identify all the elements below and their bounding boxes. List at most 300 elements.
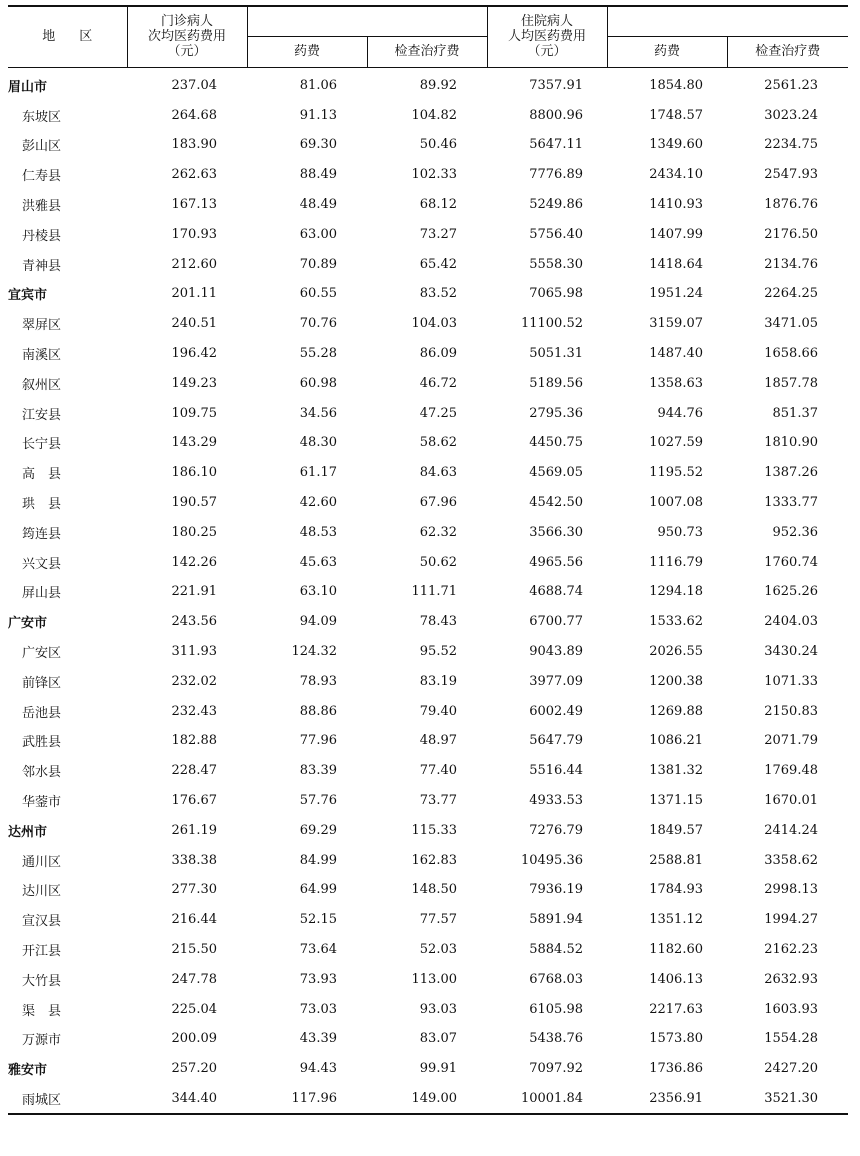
- inpatient-drug-cell: 1086.21: [649, 733, 703, 749]
- outpatient-exam-cell: 50.46: [419, 137, 457, 153]
- outpatient-exam-cell: 58.62: [419, 435, 457, 451]
- district-name: 兴文县: [22, 556, 62, 572]
- region-name-cell: [8, 786, 127, 816]
- inpatient-exam-cell: 1625.26: [764, 584, 818, 600]
- inpatient-exam-cell: 1769.48: [764, 763, 818, 779]
- region-name-cell: [8, 160, 127, 190]
- inpatient-cost-cell: 3566.30: [529, 524, 583, 540]
- outpatient-drug-cell: 73.64: [299, 942, 337, 957]
- outpatient-cost-cell: 215.50: [171, 942, 217, 957]
- outpatient-drug-cell: 70.89: [299, 256, 337, 272]
- outpatient-drug-cell: 63.10: [299, 584, 337, 600]
- inpatient-drug-cell: 1748.57: [649, 107, 703, 123]
- district-row: [8, 964, 848, 994]
- district-row: [8, 339, 848, 369]
- inpatient-exam-cell: 2176.50: [764, 226, 818, 242]
- inpatient-cost-cell: 7276.79: [529, 822, 583, 838]
- region-name-cell: [8, 458, 127, 488]
- outpatient-drug-cell: 34.56: [299, 405, 337, 421]
- table-header: [8, 6, 848, 67]
- table-body: [8, 67, 848, 1114]
- region-name-cell: [8, 190, 127, 220]
- inpatient-drug-cell: 1849.57: [649, 822, 703, 838]
- outpatient-drug-cell: 73.93: [299, 971, 337, 987]
- city-row: [8, 607, 848, 637]
- district-row: [8, 517, 848, 547]
- outpatient-exam-cell: 93.03: [419, 1001, 457, 1017]
- outpatient-drug-cell: 124.32: [291, 644, 337, 660]
- outpatient-exam-cell: 73.77: [419, 793, 457, 809]
- region-name-cell: [8, 815, 127, 845]
- outpatient-exam-cell: 84.63: [419, 465, 457, 481]
- inpatient-exam-cell: 3023.24: [764, 107, 818, 123]
- outpatient-exam-cell: 83.52: [419, 286, 457, 302]
- outpatient-drug-cell: 60.55: [299, 286, 337, 302]
- region-name-cell: [8, 368, 127, 398]
- outpatient-exam-cell: 115.33: [411, 822, 457, 838]
- inpatient-exam-cell: 2264.25: [764, 286, 818, 302]
- region-name-cell: [8, 398, 127, 428]
- outpatient-breakdown-group: [247, 6, 487, 36]
- outpatient-cost-cell: 176.67: [171, 793, 217, 809]
- district-row: [8, 875, 848, 905]
- district-name: 青神县: [22, 258, 62, 274]
- outpatient-cost-cell: 257.20: [171, 1061, 217, 1077]
- outpatient-cost-cell: 109.75: [171, 405, 217, 421]
- inpatient-exam-cell: 1554.28: [764, 1031, 818, 1047]
- district-row: [8, 368, 848, 398]
- outpatient-drug-cell: 88.49: [299, 167, 337, 183]
- outpatient-exam-cell: 52.03: [419, 942, 457, 957]
- inpatient-cost-cell: 11100.52: [520, 316, 583, 332]
- inpatient-exam-cell: 2150.83: [764, 703, 818, 719]
- region-name-cell: [8, 1084, 127, 1115]
- outpatient-drug-cell: 91.13: [299, 107, 337, 123]
- inpatient-cost-cell: 4542.50: [529, 495, 583, 511]
- outpatient-drug-cell: 60.98: [299, 375, 337, 391]
- outpatient-drug-cell: 55.28: [299, 346, 337, 362]
- district-row: [8, 1024, 848, 1054]
- inpatient-drug-cell: 1007.08: [649, 495, 703, 511]
- district-row: [8, 547, 848, 577]
- inpatient-exam-cell: 1071.33: [764, 673, 818, 689]
- outpatient-drug-cell: 73.03: [299, 1001, 337, 1017]
- outpatient-exam-cell: 73.27: [419, 226, 457, 242]
- district-row: [8, 726, 848, 756]
- inpatient-drug-cell: 1349.60: [649, 137, 703, 153]
- outpatient-drug-cell: 70.76: [299, 316, 337, 332]
- district-name: 叙州区: [22, 377, 62, 393]
- outpatient-exam-cell: 102.33: [411, 167, 457, 183]
- inpatient-drug-cell: 1418.64: [649, 256, 703, 272]
- inpatient-drug-cell: 1410.93: [649, 197, 703, 213]
- outpatient-exam-cell: 104.03: [411, 316, 457, 332]
- district-name: 丹棱县: [22, 228, 62, 244]
- outpatient-header-line2: 次均医药费用: [147, 29, 226, 45]
- inpatient-drug-cell: 1854.80: [649, 77, 703, 93]
- outpatient-exam-cell: 79.40: [419, 703, 457, 719]
- inpatient-exam-cell: 2134.76: [764, 256, 818, 272]
- outpatient-drug-cell: 63.00: [299, 226, 337, 242]
- inpatient-drug-header: 药费: [607, 36, 727, 67]
- outpatient-exam-cell: 99.91: [419, 1061, 457, 1077]
- inpatient-exam-cell: 2561.23: [764, 77, 818, 93]
- outpatient-drug-cell: 45.63: [299, 554, 337, 570]
- outpatient-cost-cell: 182.88: [171, 733, 217, 749]
- district-name: 珙 县: [22, 497, 62, 513]
- region-name-cell: [8, 249, 127, 279]
- inpatient-cost-cell: 4688.74: [529, 584, 583, 600]
- outpatient-exam-cell: 162.83: [411, 852, 457, 868]
- inpatient-exam-cell: 1603.93: [764, 1001, 818, 1017]
- outpatient-drug-cell: 48.49: [299, 197, 337, 213]
- region-name-cell: [8, 577, 127, 607]
- region-name-cell: [8, 696, 127, 726]
- district-row: [8, 637, 848, 667]
- district-row: [8, 190, 848, 220]
- district-name: 高 县: [22, 467, 62, 483]
- region-name-cell: [8, 994, 127, 1024]
- outpatient-cost-cell: 228.47: [171, 763, 217, 779]
- inpatient-cost-cell: 4569.05: [529, 465, 583, 481]
- inpatient-cost-cell: 5756.40: [529, 226, 583, 242]
- outpatient-drug-cell: 69.29: [299, 822, 337, 838]
- outpatient-exam-cell: 68.12: [419, 197, 457, 213]
- inpatient-drug-cell: 950.73: [657, 524, 703, 540]
- inpatient-exam-cell: 2632.93: [764, 971, 818, 987]
- outpatient-exam-cell: 77.57: [419, 912, 457, 928]
- district-row: [8, 398, 848, 428]
- inpatient-cost-cell: 5249.86: [529, 197, 583, 213]
- district-row: [8, 905, 848, 935]
- region-name-cell: [8, 1054, 127, 1084]
- district-name: 开江县: [22, 944, 62, 959]
- inpatient-exam-cell: 2404.03: [764, 614, 818, 630]
- region-name-cell: [8, 875, 127, 905]
- inpatient-cost-header: [487, 6, 607, 67]
- inpatient-breakdown-group: [607, 6, 848, 36]
- city-name: 眉山市: [8, 79, 48, 95]
- region-name-cell: [8, 219, 127, 249]
- region-name-cell: [8, 905, 127, 935]
- outpatient-drug-cell: 77.96: [299, 733, 337, 749]
- district-row: [8, 458, 848, 488]
- city-row: [8, 279, 848, 309]
- region-name-cell: [8, 845, 127, 875]
- outpatient-cost-cell: 183.90: [171, 137, 217, 153]
- outpatient-cost-cell: 262.63: [171, 167, 217, 183]
- district-row: [8, 994, 848, 1024]
- outpatient-cost-cell: 311.93: [171, 644, 217, 660]
- district-name: 长宁县: [22, 437, 62, 453]
- outpatient-cost-cell: 200.09: [171, 1031, 217, 1047]
- outpatient-drug-cell: 69.30: [299, 137, 337, 153]
- outpatient-cost-cell: 243.56: [171, 614, 217, 630]
- inpatient-cost-cell: 6105.98: [529, 1001, 583, 1017]
- inpatient-cost-cell: 7357.91: [529, 77, 583, 93]
- outpatient-cost-cell: 247.78: [171, 971, 217, 987]
- region-name-cell: [8, 428, 127, 458]
- inpatient-exam-cell: 1810.90: [764, 435, 818, 451]
- medical-cost-table-page: [8, 5, 848, 1115]
- outpatient-cost-cell: 261.19: [171, 822, 217, 838]
- inpatient-drug-cell: 1951.24: [649, 286, 703, 302]
- inpatient-cost-cell: 5189.56: [529, 375, 583, 391]
- district-name: 前锋区: [22, 675, 62, 691]
- inpatient-exam-cell: 2234.75: [764, 137, 818, 153]
- district-name: 广安区: [22, 646, 62, 662]
- inpatient-exam-cell: 3430.24: [764, 644, 818, 660]
- outpatient-cost-header: [127, 6, 247, 67]
- inpatient-drug-cell: 1195.52: [649, 465, 703, 481]
- inpatient-cost-cell: 7097.92: [529, 1061, 583, 1077]
- outpatient-exam-cell: 67.96: [419, 495, 457, 511]
- inpatient-exam-cell: 2547.93: [764, 167, 818, 183]
- region-name-cell: [8, 756, 127, 786]
- district-row: [8, 577, 848, 607]
- region-name-cell: [8, 637, 127, 667]
- inpatient-drug-cell: 3159.07: [649, 316, 703, 332]
- inpatient-cost-cell: 5558.30: [529, 256, 583, 272]
- district-row: [8, 935, 848, 965]
- district-row: [8, 130, 848, 160]
- outpatient-drug-cell: 61.17: [299, 465, 337, 481]
- region-name-cell: [8, 666, 127, 696]
- inpatient-exam-header: 检查治疗费: [727, 36, 848, 67]
- city-row: [8, 1054, 848, 1084]
- district-row: [8, 845, 848, 875]
- district-name: 屏山县: [22, 586, 62, 602]
- outpatient-exam-cell: 83.19: [419, 673, 457, 689]
- district-row: [8, 100, 848, 130]
- inpatient-cost-cell: 8800.96: [529, 107, 583, 123]
- region-name-cell: [8, 517, 127, 547]
- inpatient-exam-cell: 1994.27: [764, 912, 818, 928]
- outpatient-cost-cell: 277.30: [171, 882, 217, 898]
- outpatient-header-line3: （元）: [167, 44, 207, 60]
- city-row: [8, 815, 848, 845]
- region-name-cell: [8, 279, 127, 309]
- district-name: 彭山区: [22, 139, 62, 155]
- inpatient-cost-cell: 5051.31: [529, 346, 583, 362]
- inpatient-exam-cell: 1857.78: [764, 375, 818, 391]
- district-name: 东坡区: [22, 109, 62, 125]
- outpatient-cost-cell: 240.51: [171, 316, 217, 332]
- inpatient-exam-cell: 2414.24: [764, 822, 818, 838]
- inpatient-drug-cell: 2217.63: [649, 1001, 703, 1017]
- inpatient-drug-cell: 2588.81: [649, 852, 703, 868]
- district-name: 万源市: [22, 1033, 62, 1049]
- inpatient-exam-cell: 2162.23: [764, 942, 818, 957]
- inpatient-exam-cell: 2071.79: [764, 733, 818, 749]
- outpatient-cost-cell: 237.04: [171, 77, 217, 93]
- outpatient-header-line1: 门诊病人: [160, 14, 213, 30]
- inpatient-header-line3: （元）: [527, 44, 567, 60]
- outpatient-drug-cell: 42.60: [299, 495, 337, 511]
- inpatient-drug-cell: 1027.59: [649, 435, 703, 451]
- inpatient-drug-cell: 2356.91: [607, 1084, 727, 1115]
- inpatient-cost-cell: 7776.89: [529, 167, 583, 183]
- district-name: 雨城区: [22, 1092, 62, 1108]
- outpatient-exam-cell: 78.43: [419, 614, 457, 630]
- inpatient-cost-cell: 5647.11: [529, 137, 583, 153]
- outpatient-drug-cell: 43.39: [299, 1031, 337, 1047]
- outpatient-drug-cell: 52.15: [299, 912, 337, 928]
- outpatient-drug-cell: 83.39: [299, 763, 337, 779]
- outpatient-drug-cell: 78.93: [299, 673, 337, 689]
- district-row: [8, 756, 848, 786]
- outpatient-cost-cell: 196.42: [171, 346, 217, 362]
- outpatient-exam-cell: 149.00: [367, 1084, 487, 1115]
- district-row: [8, 696, 848, 726]
- outpatient-cost-cell: 180.25: [171, 524, 217, 540]
- outpatient-exam-cell: 83.07: [419, 1031, 457, 1047]
- district-name: 筠连县: [22, 526, 62, 542]
- outpatient-cost-cell: 212.60: [171, 256, 217, 272]
- inpatient-exam-cell: 1670.01: [764, 793, 818, 809]
- outpatient-drug-cell: 84.99: [299, 852, 337, 868]
- outpatient-exam-cell: 65.42: [419, 256, 457, 272]
- district-row: [8, 219, 848, 249]
- outpatient-cost-cell: 216.44: [171, 912, 217, 928]
- inpatient-exam-cell: 3471.05: [764, 316, 818, 332]
- inpatient-drug-cell: 1116.79: [649, 554, 703, 570]
- region-name-cell: [8, 339, 127, 369]
- inpatient-cost-cell: 7065.98: [529, 286, 583, 302]
- outpatient-exam-cell: 86.09: [419, 346, 457, 362]
- inpatient-cost-cell: 5647.79: [529, 733, 583, 749]
- inpatient-drug-cell: 1487.40: [649, 346, 703, 362]
- outpatient-exam-cell: 95.52: [419, 644, 457, 660]
- inpatient-cost-cell: 9043.89: [529, 644, 583, 660]
- outpatient-exam-cell: 89.92: [419, 77, 457, 93]
- inpatient-exam-cell: 3521.30: [727, 1084, 848, 1115]
- outpatient-exam-cell: 62.32: [419, 524, 457, 540]
- inpatient-exam-cell: 2998.13: [764, 882, 818, 898]
- district-name: 武胜县: [22, 735, 62, 751]
- inpatient-cost-cell: 4933.53: [529, 793, 583, 809]
- city-name: 雅安市: [8, 1063, 48, 1079]
- region-name-cell: [8, 547, 127, 577]
- outpatient-cost-cell: 232.43: [171, 703, 217, 719]
- district-row: [8, 488, 848, 518]
- outpatient-cost-cell: 344.40: [127, 1084, 247, 1115]
- outpatient-cost-cell: 338.38: [171, 852, 217, 868]
- inpatient-exam-cell: 1658.66: [764, 346, 818, 362]
- outpatient-exam-header: 检查治疗费: [367, 36, 487, 67]
- region-name-cell: [8, 130, 127, 160]
- outpatient-drug-cell: 57.76: [299, 793, 337, 809]
- inpatient-cost-cell: 10001.84: [487, 1084, 607, 1115]
- outpatient-cost-cell: 170.93: [171, 226, 217, 242]
- inpatient-cost-cell: 10495.36: [520, 852, 583, 868]
- outpatient-cost-cell: 225.04: [171, 1001, 217, 1017]
- outpatient-drug-cell: 117.96: [247, 1084, 367, 1115]
- inpatient-drug-cell: 2026.55: [649, 644, 703, 660]
- outpatient-cost-cell: 190.57: [171, 495, 217, 511]
- outpatient-exam-cell: 50.62: [419, 554, 457, 570]
- outpatient-cost-cell: 142.26: [171, 554, 217, 570]
- inpatient-cost-cell: 3977.09: [529, 673, 583, 689]
- district-row: [8, 160, 848, 190]
- outpatient-exam-cell: 77.40: [419, 763, 457, 779]
- district-name: 洪雅县: [22, 199, 62, 215]
- city-name: 广安市: [8, 616, 48, 632]
- district-row: [8, 249, 848, 279]
- inpatient-cost-cell: 2795.36: [529, 405, 583, 421]
- region-name-cell: [8, 309, 127, 339]
- district-name: 达川区: [22, 884, 62, 900]
- city-name: 达州市: [8, 824, 48, 840]
- district-name: 仁寿县: [22, 169, 62, 185]
- district-name: 岳池县: [22, 705, 62, 721]
- inpatient-drug-cell: 1351.12: [649, 912, 703, 928]
- city-row: [8, 67, 848, 100]
- inpatient-exam-cell: 952.36: [772, 524, 818, 540]
- inpatient-cost-cell: 6700.77: [529, 614, 583, 630]
- outpatient-drug-cell: 64.99: [299, 882, 337, 898]
- inpatient-drug-cell: 1381.32: [649, 763, 703, 779]
- district-row: [8, 309, 848, 339]
- outpatient-cost-cell: 221.91: [171, 584, 217, 600]
- outpatient-cost-cell: 149.23: [171, 375, 217, 391]
- outpatient-drug-header: 药费: [247, 36, 367, 67]
- inpatient-exam-cell: 1333.77: [764, 495, 818, 511]
- outpatient-cost-cell: 232.02: [171, 673, 217, 689]
- inpatient-cost-cell: 4450.75: [529, 435, 583, 451]
- outpatient-exam-cell: 111.71: [411, 584, 457, 600]
- inpatient-exam-cell: 1760.74: [764, 554, 818, 570]
- outpatient-exam-cell: 47.25: [419, 405, 457, 421]
- inpatient-cost-cell: 6002.49: [529, 703, 583, 719]
- district-name: 渠 县: [22, 1003, 62, 1019]
- inpatient-header-line2: 人均医药费用: [507, 29, 586, 45]
- outpatient-exam-cell: 148.50: [411, 882, 457, 898]
- inpatient-cost-cell: 7936.19: [529, 882, 583, 898]
- region-name-cell: [8, 67, 127, 100]
- inpatient-drug-cell: 1182.60: [649, 942, 703, 957]
- region-name-cell: [8, 488, 127, 518]
- outpatient-cost-cell: 264.68: [171, 107, 217, 123]
- inpatient-cost-cell: 5516.44: [529, 763, 583, 779]
- inpatient-drug-cell: 1407.99: [649, 226, 703, 242]
- region-name-cell: [8, 1024, 127, 1054]
- inpatient-drug-cell: 1269.88: [649, 703, 703, 719]
- region-name-cell: [8, 964, 127, 994]
- outpatient-exam-cell: 104.82: [411, 107, 457, 123]
- inpatient-drug-cell: 944.76: [657, 405, 703, 421]
- inpatient-exam-cell: 2427.20: [764, 1061, 818, 1077]
- district-name: 邻水县: [22, 765, 62, 781]
- inpatient-drug-cell: 1736.86: [649, 1061, 703, 1077]
- region-name-cell: [8, 726, 127, 756]
- inpatient-drug-cell: 2434.10: [649, 167, 703, 183]
- district-name: 华蓥市: [22, 795, 62, 811]
- outpatient-drug-cell: 94.09: [299, 614, 337, 630]
- district-row: [8, 666, 848, 696]
- outpatient-cost-cell: 186.10: [171, 465, 217, 481]
- city-name: 宜宾市: [8, 288, 48, 304]
- district-name: 南溪区: [22, 348, 62, 364]
- inpatient-exam-cell: 1876.76: [764, 197, 818, 213]
- district-row: [8, 1084, 848, 1115]
- inpatient-drug-cell: 1294.18: [649, 584, 703, 600]
- district-name: 大竹县: [22, 973, 62, 989]
- outpatient-drug-cell: 48.53: [299, 524, 337, 540]
- outpatient-exam-cell: 48.97: [419, 733, 457, 749]
- inpatient-exam-cell: 3358.62: [764, 852, 818, 868]
- inpatient-cost-cell: 6768.03: [529, 971, 583, 987]
